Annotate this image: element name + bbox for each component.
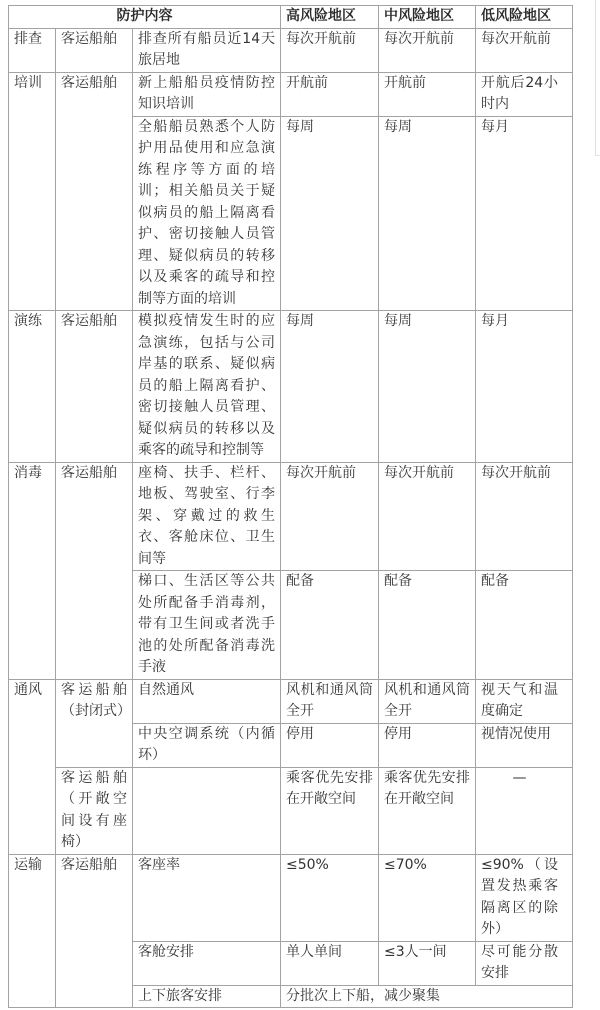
- measure-cell: 客舱安排: [133, 941, 281, 985]
- measure-cell: 梯口、生活区等公共处所配备手消毒剂，带有卫生间或者洗手池的处所配备消毒洗手液: [133, 571, 281, 680]
- high-risk-cell: 每次开航前: [281, 28, 379, 72]
- header-high-risk: 高风险地区: [281, 6, 379, 29]
- low-risk-cell: 视天气和温度确定: [476, 679, 573, 723]
- high-risk-cell: 风机和通风筒全开: [281, 679, 379, 723]
- high-risk-cell: ≤50%: [281, 854, 379, 941]
- measure-cell: 自然通风: [133, 679, 281, 723]
- header-low-risk: 低风险地区: [476, 6, 573, 29]
- low-risk-cell: 开航后24小时内: [476, 72, 573, 116]
- vessel-cell: 客运船舶（开敞空间设有座椅）: [56, 767, 133, 854]
- all-regions-cell: 分批次上下船，减少聚集: [281, 985, 573, 1008]
- vessel-cell: 客运船舶: [56, 72, 133, 311]
- category-cell: 运输: [9, 854, 56, 1008]
- medium-risk-cell: 乘客优先安排在开敞空间: [379, 767, 476, 854]
- table-body: [9, 28, 573, 1008]
- table-row: [9, 462, 573, 571]
- vessel-cell: 客运船舶: [56, 462, 133, 679]
- measure-cell: 上下旅客安排: [133, 985, 281, 1008]
- measure-cell: 新上船船员疫情防控知识培训: [133, 72, 281, 116]
- medium-risk-cell: ≤3人一间: [379, 941, 476, 985]
- table-row: [9, 311, 573, 463]
- table-row: [9, 28, 573, 72]
- table-row: [9, 679, 573, 723]
- low-risk-cell: ≤90%（设置发热乘客隔离区的除外）: [476, 854, 573, 941]
- table-row: [9, 854, 573, 941]
- high-risk-cell: 单人单间: [281, 941, 379, 985]
- medium-risk-cell: 每次开航前: [379, 462, 476, 571]
- category-cell: 消毒: [9, 462, 56, 679]
- low-risk-cell: 尽可能分散安排: [476, 941, 573, 985]
- vessel-cell: 客运船舶（封闭式）: [56, 679, 133, 767]
- high-risk-cell: 配备: [281, 571, 379, 680]
- medium-risk-cell: 每周: [379, 311, 476, 463]
- measure-cell-empty: [133, 767, 281, 854]
- high-risk-cell: 开航前: [281, 72, 379, 116]
- low-risk-cell: 每次开航前: [476, 462, 573, 571]
- header-row: [9, 6, 573, 29]
- low-risk-cell: 每月: [476, 311, 573, 463]
- measure-cell: 排查所有船员近14天旅居地: [133, 28, 281, 72]
- category-cell: 排查: [9, 28, 56, 72]
- medium-risk-cell: 配备: [379, 571, 476, 680]
- measure-cell: 座椅、扶手、栏杆、地板、驾驶室、行李架、穿戴过的救生衣、客舱床位、卫生间等: [133, 462, 281, 571]
- medium-risk-cell: 风机和通风筒全开: [379, 679, 476, 723]
- vessel-cell: 客运船舶: [56, 28, 133, 72]
- table-row: [9, 72, 573, 116]
- medium-risk-cell: 每次开航前: [379, 28, 476, 72]
- medium-risk-cell: 停用: [379, 723, 476, 767]
- table-row: [9, 767, 573, 854]
- high-risk-cell: 每周: [281, 311, 379, 463]
- header-protection-content: 防护内容: [9, 6, 281, 29]
- category-cell: 演练: [9, 311, 56, 463]
- high-risk-cell: 每次开航前: [281, 462, 379, 571]
- low-risk-cell: 每次开航前: [476, 28, 573, 72]
- measure-cell: 客座率: [133, 854, 281, 941]
- vessel-cell: 客运船舶: [56, 311, 133, 463]
- category-cell: 通风: [9, 679, 56, 854]
- medium-risk-cell: 每周: [379, 116, 476, 311]
- medium-risk-cell: ≤70%: [379, 854, 476, 941]
- high-risk-cell: 停用: [281, 723, 379, 767]
- low-risk-cell: 视情况使用: [476, 723, 573, 767]
- measure-cell: 中央空调系统（内循环）: [133, 723, 281, 767]
- category-cell: 培训: [9, 72, 56, 311]
- prevention-measures-table: [8, 5, 573, 1008]
- low-risk-cell: 每月: [476, 116, 573, 311]
- side-panel-edge: [595, 0, 600, 156]
- header-medium-risk: 中风险地区: [379, 6, 476, 29]
- low-risk-cell: 配备: [476, 571, 573, 680]
- medium-risk-cell: 开航前: [379, 72, 476, 116]
- table-header: [9, 6, 573, 29]
- vessel-cell: 客运船舶: [56, 854, 133, 1008]
- high-risk-cell: 乘客优先安排在开敞空间: [281, 767, 379, 854]
- low-risk-cell: —: [476, 767, 573, 854]
- measure-cell: 模拟疫情发生时的应急演练，包括与公司岸基的联系、疑似病员的船上隔离看护、密切接触人员管理、疑似病员的转移以及乘客的疏导和控制等: [133, 311, 281, 463]
- high-risk-cell: 每周: [281, 116, 379, 311]
- measure-cell: 全船船员熟悉个人防护用品使用和应急演练程序等方面的培训；相关船员关于疑似病员的船上隔离看护、密切接触人员管理、疑似病员的转移以及乘客的疏导和控制等方面的培训: [133, 116, 281, 311]
